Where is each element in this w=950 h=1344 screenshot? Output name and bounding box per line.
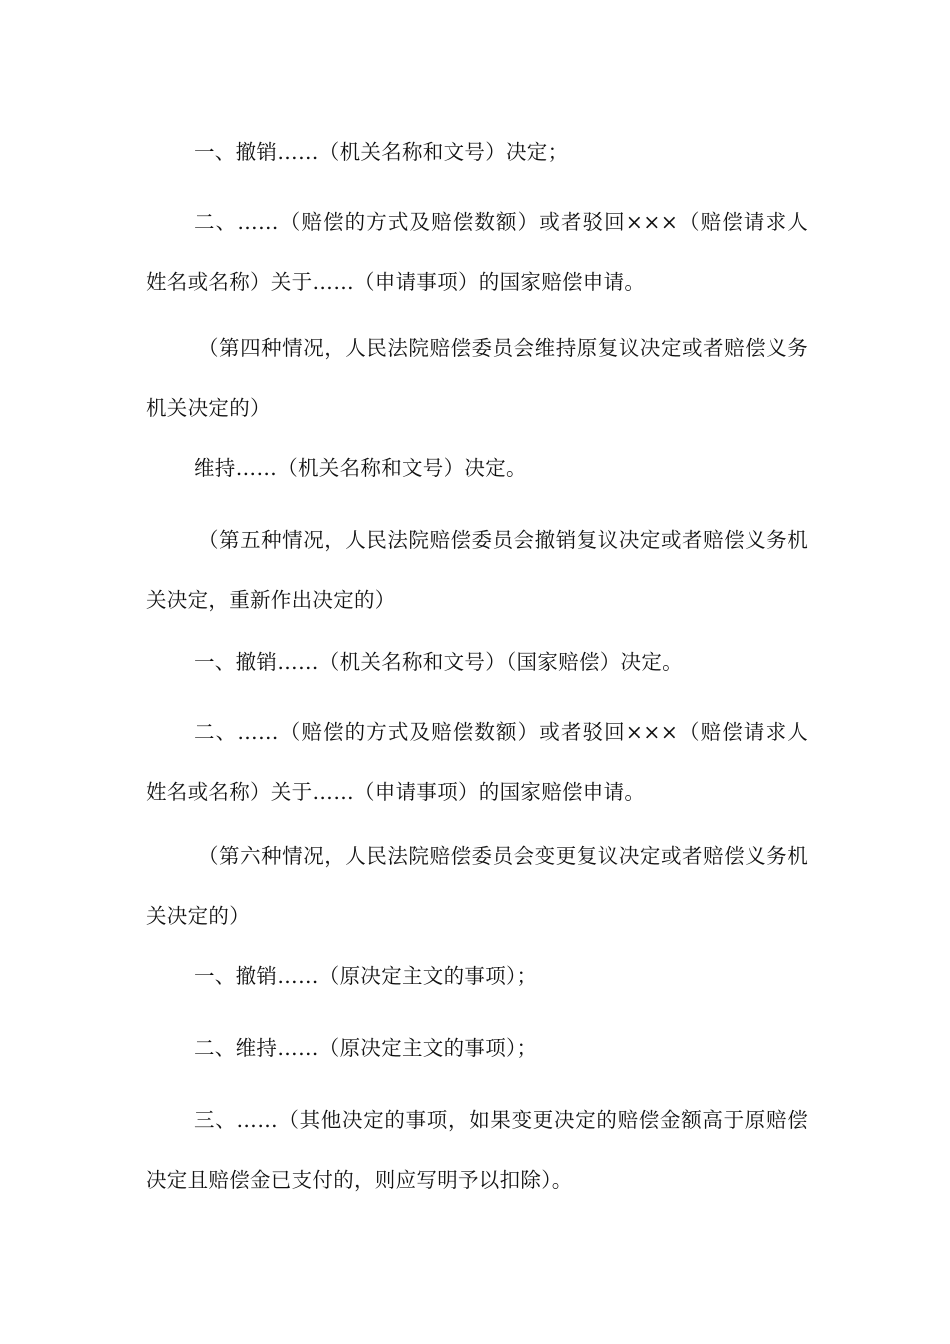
paragraph-case-five-heading: （第五种情况，人民法院赔偿委员会撤销复议决定或者赔偿义务机关决定，重新作出决定的） [146,528,808,612]
paragraph-other-matters: 三、……（其他决定的事项，如果变更决定的赔偿金额高于原赔偿决定且赔偿金已支付的，则应写明予以扣除）。 [146,1108,808,1192]
paragraph-case-six-heading: （第六种情况，人民法院赔偿委员会变更复议决定或者赔偿义务机关决定的） [146,844,808,928]
paragraph-compensation-or-dismiss-2: 二、……（赔偿的方式及赔偿数额）或者驳回×××（赔偿请求人姓名或名称）关于……（申请事项）的国家赔偿申请。 [146,720,808,804]
paragraph-uphold-decision: 维持……（机关名称和文号）决定。 [194,456,527,480]
paragraph-compensation-or-dismiss: 二、……（赔偿的方式及赔偿数额）或者驳回×××（赔偿请求人姓名或名称）关于……（申请事项）的国家赔偿申请。 [146,210,808,294]
paragraph-case-four-heading: （第四种情况，人民法院赔偿委员会维持原复议决定或者赔偿义务机关决定的） [146,336,808,420]
paragraph-uphold-original: 二、维持……（原决定主文的事项）； [194,1036,538,1060]
paragraph-revoke-state-compensation: 一、撤销……（机关名称和文号）（国家赔偿）决定。 [194,650,683,674]
paragraph-revoke-decision: 一、撤销……（机关名称和文号）决定； [194,140,569,164]
paragraph-revoke-original: 一、撤销……（原决定主文的事项）； [194,964,538,988]
